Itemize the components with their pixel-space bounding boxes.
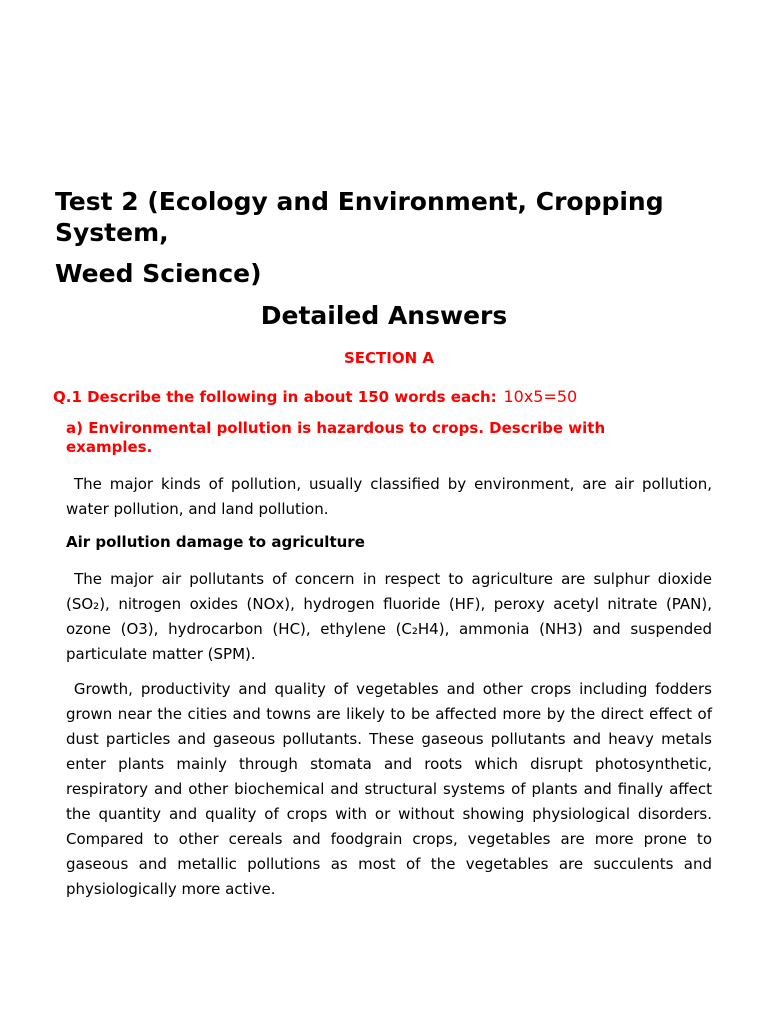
subheading-air-pollution: Air pollution damage to agriculture [66,533,365,551]
paragraph-growth: Growth, productivity and quality of vegetables and other crops including fodders grown near the cities and towns are likely to be affected more by the direct effect of dust particles and gaseous pollutants. These gaseous pollutants and heavy metals enter plants mainly through stomata and roots which disrupt photosynthetic, respiratory and other biochemical and structural systems of plants and finally affect the quantity and quality of crops with or without showing physiological disorders. Compared to other cereals and foodgrain crops, vegetables are more prone to gaseous and metallic pollutions as most of the vegetables are succulents and physiologically more active. [66,680,712,898]
question-marks: 10x5=50 [503,387,578,406]
document-subtitle: Detailed Answers [260,301,508,330]
question-line [53,387,733,406]
paragraph-pollutants: The major air pollutants of concern in respect to agriculture are sulphur dioxide (SO₂), nitrogen oxides (NOx), hydrogen fluoride (HF), peroxy acetyl nitrate (PAN), ozone (O3), hydrocarbon (HC), ethylene (C₂H4), ammonia (NH3) and suspended particulate matter (SPM). [66,570,712,663]
document-title-continued: Weed Science) [55,259,262,288]
section-heading: SECTION A [343,349,434,367]
sub-question: a) Environmental pollution is hazardous to crops. Describe with examples. [66,419,606,456]
document-title: Test 2 (Ecology and Environment, Cropping System, [55,187,664,247]
question-label: Q.1 Describe the following in about 150 words each: [53,388,497,406]
paragraph-intro: The major kinds of pollution, usually classified by environment, are air pollution, water pollution, and land pollution. [66,475,712,518]
